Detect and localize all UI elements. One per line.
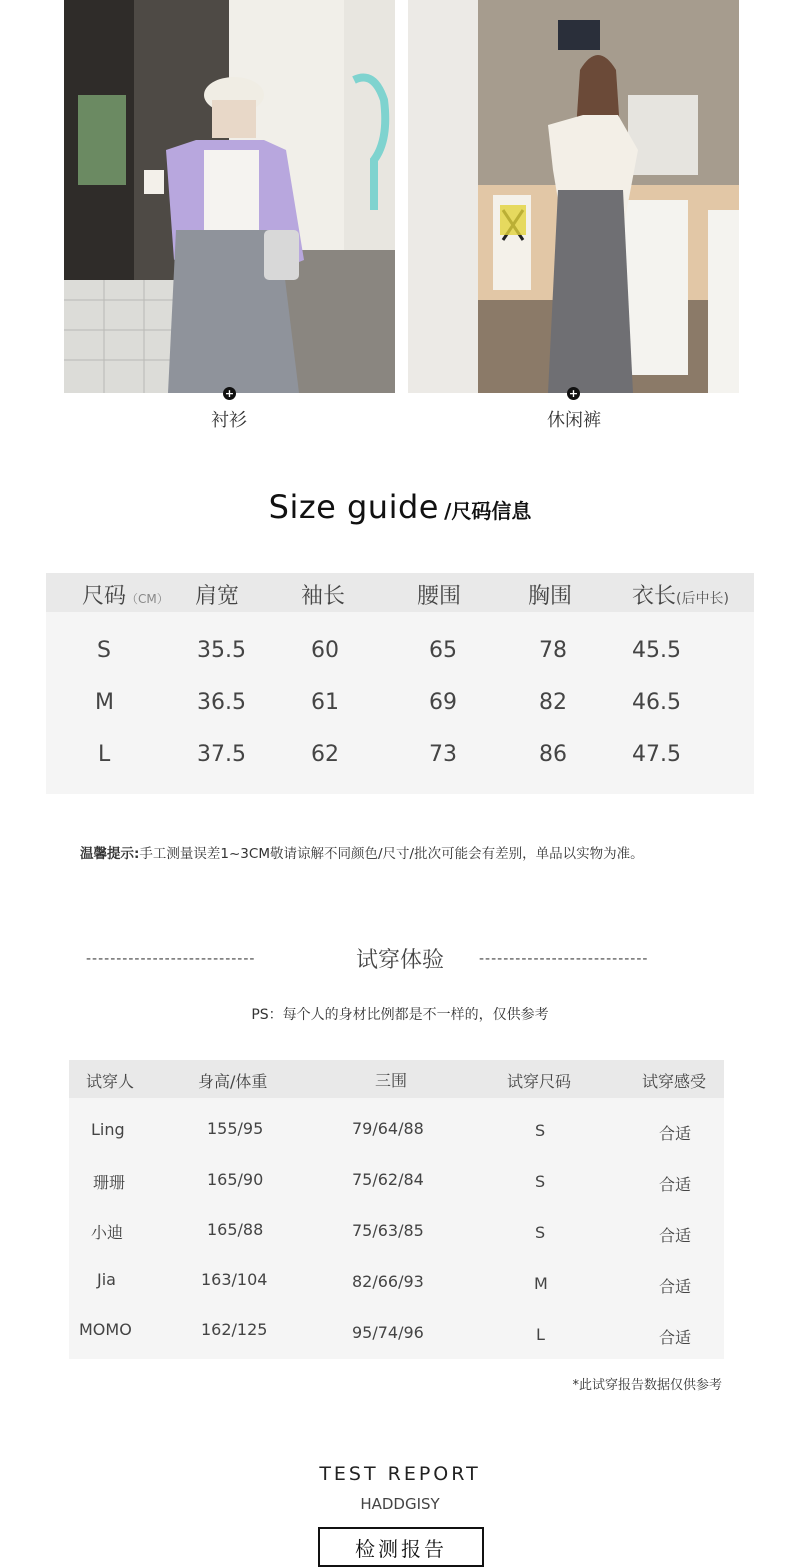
measurements: 75/63/85 [352, 1221, 424, 1240]
product-photo-pants[interactable] [408, 0, 739, 393]
test-report-button[interactable]: 检测报告 [318, 1527, 484, 1567]
header-height-weight: 身高/体重 [198, 1072, 268, 1091]
product-caption-pants: 休闲裤 [547, 410, 601, 431]
measurements: 95/74/96 [352, 1323, 424, 1342]
try-on-note: *此试穿报告数据仅供参考 [572, 1378, 722, 1393]
feeling: 合适 [659, 1277, 692, 1296]
height-weight: 163/104 [201, 1270, 268, 1289]
height-weight: 165/88 [207, 1220, 264, 1239]
header-waist: 腰围 [417, 584, 462, 609]
try-size: M [534, 1274, 548, 1293]
header-size-label: 尺码 [82, 584, 127, 609]
tester-name: 珊珊 [93, 1173, 126, 1192]
tester-name: Jia [97, 1270, 116, 1289]
table-cell: 73 [429, 742, 457, 767]
try-size: S [535, 1121, 546, 1140]
table-cell: 86 [539, 742, 567, 767]
header-try-size: 试穿尺码 [507, 1072, 572, 1091]
try-on-ps: PS：每个人的身材比例都是不一样的，仅供参考 [251, 1007, 549, 1023]
table-cell: L [98, 742, 111, 767]
table-cell: 35.5 [197, 638, 246, 663]
header-sleeve: 袖长 [301, 584, 346, 609]
table-cell: 82 [539, 690, 567, 715]
height-weight: 162/125 [201, 1320, 268, 1339]
header-measurements: 三围 [375, 1071, 408, 1090]
header-length-note: (后中长) [676, 591, 729, 607]
table-cell: 78 [539, 638, 567, 663]
measurements: 79/64/88 [352, 1119, 424, 1138]
table-cell: S [97, 638, 111, 663]
tester-name: Ling [91, 1120, 125, 1139]
table-cell: 62 [311, 742, 339, 767]
try-size: L [536, 1325, 545, 1344]
table-cell: 61 [311, 690, 339, 715]
size-table [46, 573, 754, 794]
feeling: 合适 [659, 1328, 692, 1347]
size-guide-heading: Size guide [268, 488, 439, 526]
try-size: S [535, 1223, 546, 1242]
feeling: 合适 [659, 1226, 692, 1245]
feeling: 合适 [659, 1124, 692, 1143]
measurements: 75/62/84 [352, 1170, 424, 1189]
header-length-label: 衣长 [632, 584, 677, 609]
header-size [82, 579, 169, 610]
header-feeling: 试穿感受 [642, 1072, 707, 1091]
table-cell: 65 [429, 638, 457, 663]
test-report-title: TEST REPORT [319, 1463, 481, 1485]
tester-name: 小迪 [91, 1223, 124, 1242]
header-unit: （CM） [126, 592, 169, 606]
size-table-header [46, 573, 754, 612]
tester-name: MOMO [79, 1320, 132, 1339]
header-tester: 试穿人 [86, 1072, 135, 1091]
try-on-table-header [69, 1060, 724, 1098]
divider-right: ---------------------------- [479, 951, 649, 967]
height-weight: 155/95 [207, 1119, 264, 1138]
plus-icon[interactable]: + [568, 387, 579, 400]
size-guide-title [0, 488, 800, 526]
table-cell: 60 [311, 638, 339, 663]
table-cell: 37.5 [197, 742, 246, 767]
divider-left: ---------------------------- [86, 951, 256, 967]
plus-icon[interactable]: + [224, 387, 235, 400]
tip-text: 手工测量误差1~3CM敬请谅解不同颜色/尺寸/批次可能会有差别，单品以实物为准。 [139, 846, 644, 862]
header-shoulder: 肩宽 [195, 584, 240, 609]
brand-name: HADDGISY [360, 1495, 440, 1513]
height-weight: 165/90 [207, 1170, 264, 1189]
size-guide-subtitle: /尺码信息 [444, 499, 532, 523]
header-length [632, 579, 729, 610]
try-on-title: 试穿体验 [355, 948, 444, 973]
product-photo-shirt[interactable] [64, 0, 395, 393]
product-caption-shirt: 衬衫 [211, 410, 247, 431]
try-on-table [69, 1060, 724, 1359]
table-cell: 45.5 [632, 638, 681, 663]
measurements: 82/66/93 [352, 1272, 424, 1291]
table-cell: 47.5 [632, 742, 681, 767]
table-cell: 46.5 [632, 690, 681, 715]
table-cell: 69 [429, 690, 457, 715]
feeling: 合适 [659, 1175, 692, 1194]
measurement-tip [80, 842, 644, 862]
try-size: S [535, 1172, 546, 1191]
tip-label: 温馨提示: [80, 846, 140, 862]
table-cell: 36.5 [197, 690, 246, 715]
table-cell: M [95, 690, 114, 715]
header-chest: 胸围 [528, 584, 573, 609]
